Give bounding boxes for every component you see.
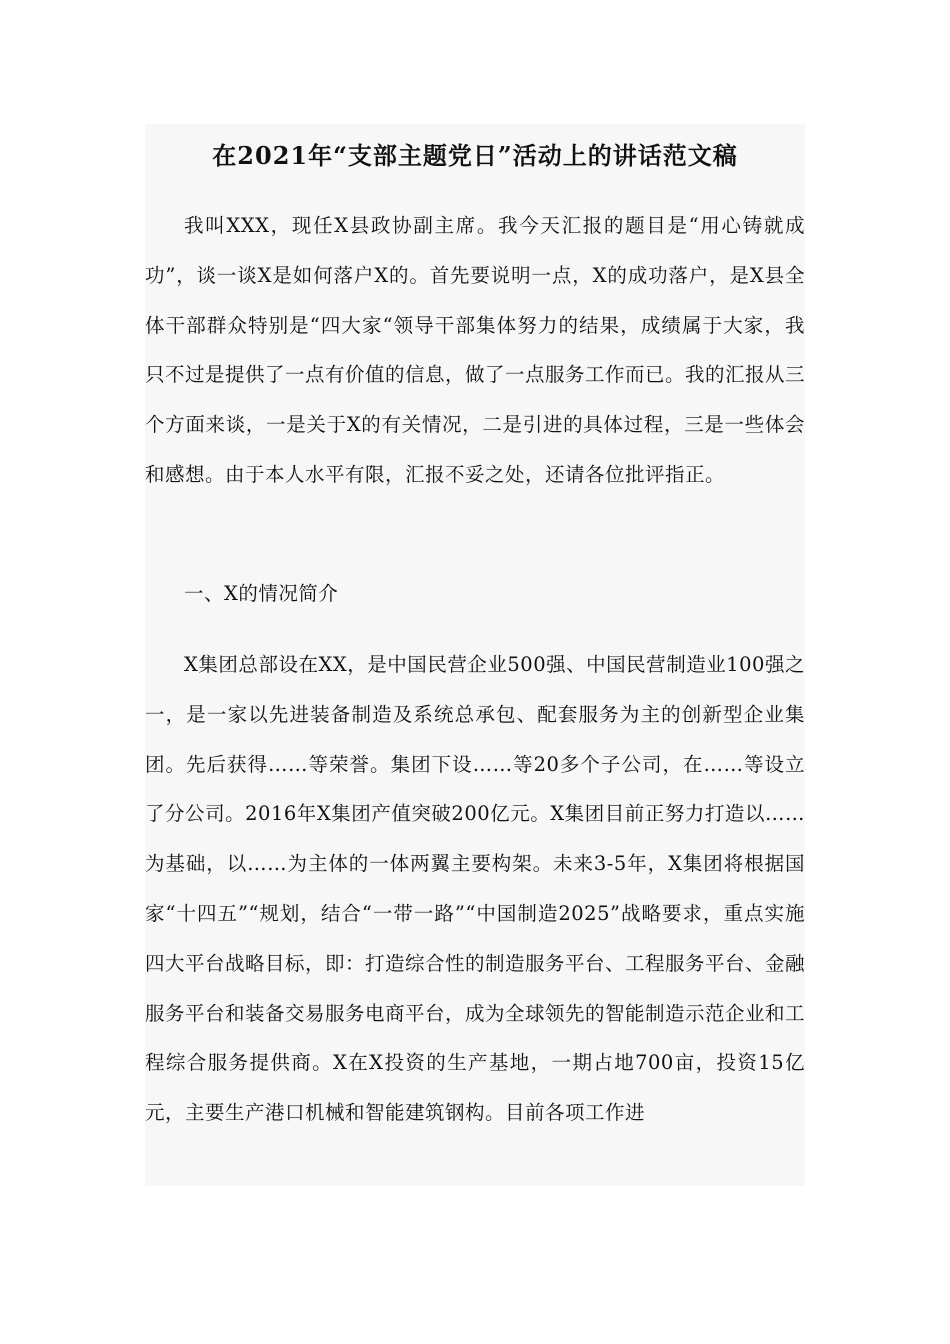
document-title: 在2021年“支部主题党日”活动上的讲话范文稿 <box>212 141 738 170</box>
document-page <box>145 124 805 1186</box>
company-overview-paragraph: X集团总部设在XX，是中国民营企业500强、中国民营制造业100强之一，是一家以先进装备制造及系统总承包、配套服务为主的创新型企业集团。先后获得……等荣誉。集团下设……等20多个子公司，在……等设立了分公司。2016年X集团产值突破200亿元。X集团目前正努力打造以……为基础，以……为主体的一体两翼主要构架。未来3-5年，X集团将根据国家“十四五”“规划，结合“一带一路”“中国制造2025”战略要求，重点实施四大平台战略目标，即：打造综合性的制造服务平台、工程服务平台、金融服务平台和装备交易服务电商平台，成为全球领先的智能制造示范企业和工程综合服务提供商。X在X投资的生产基地，一期占地700亩，投资15亿元，主要生产港口机械和智能建筑钢构。目前各项工作进 <box>145 653 805 1125</box>
section-heading: 一、X的情况简介 <box>184 582 339 605</box>
intro-paragraph: 我叫XXX，现任X县政协副主席。我今天汇报的题目是“用心铸就成功”，谈一谈X是如何落户X的。首先要说明一点，X的成功落户，是X县全体干部群众特别是“四大家“领导干部集体努力的结果，成绩属于大家，我只不过是提供了一点有价值的信息，做了一点服务工作而已。我的汇报从三个方面来谈，一是关于X的有关情况，二是引进的具体过程，三是一些体会和感想。由于本人水平有限，汇报不妥之处，还请各位批评指正。 <box>145 214 805 486</box>
